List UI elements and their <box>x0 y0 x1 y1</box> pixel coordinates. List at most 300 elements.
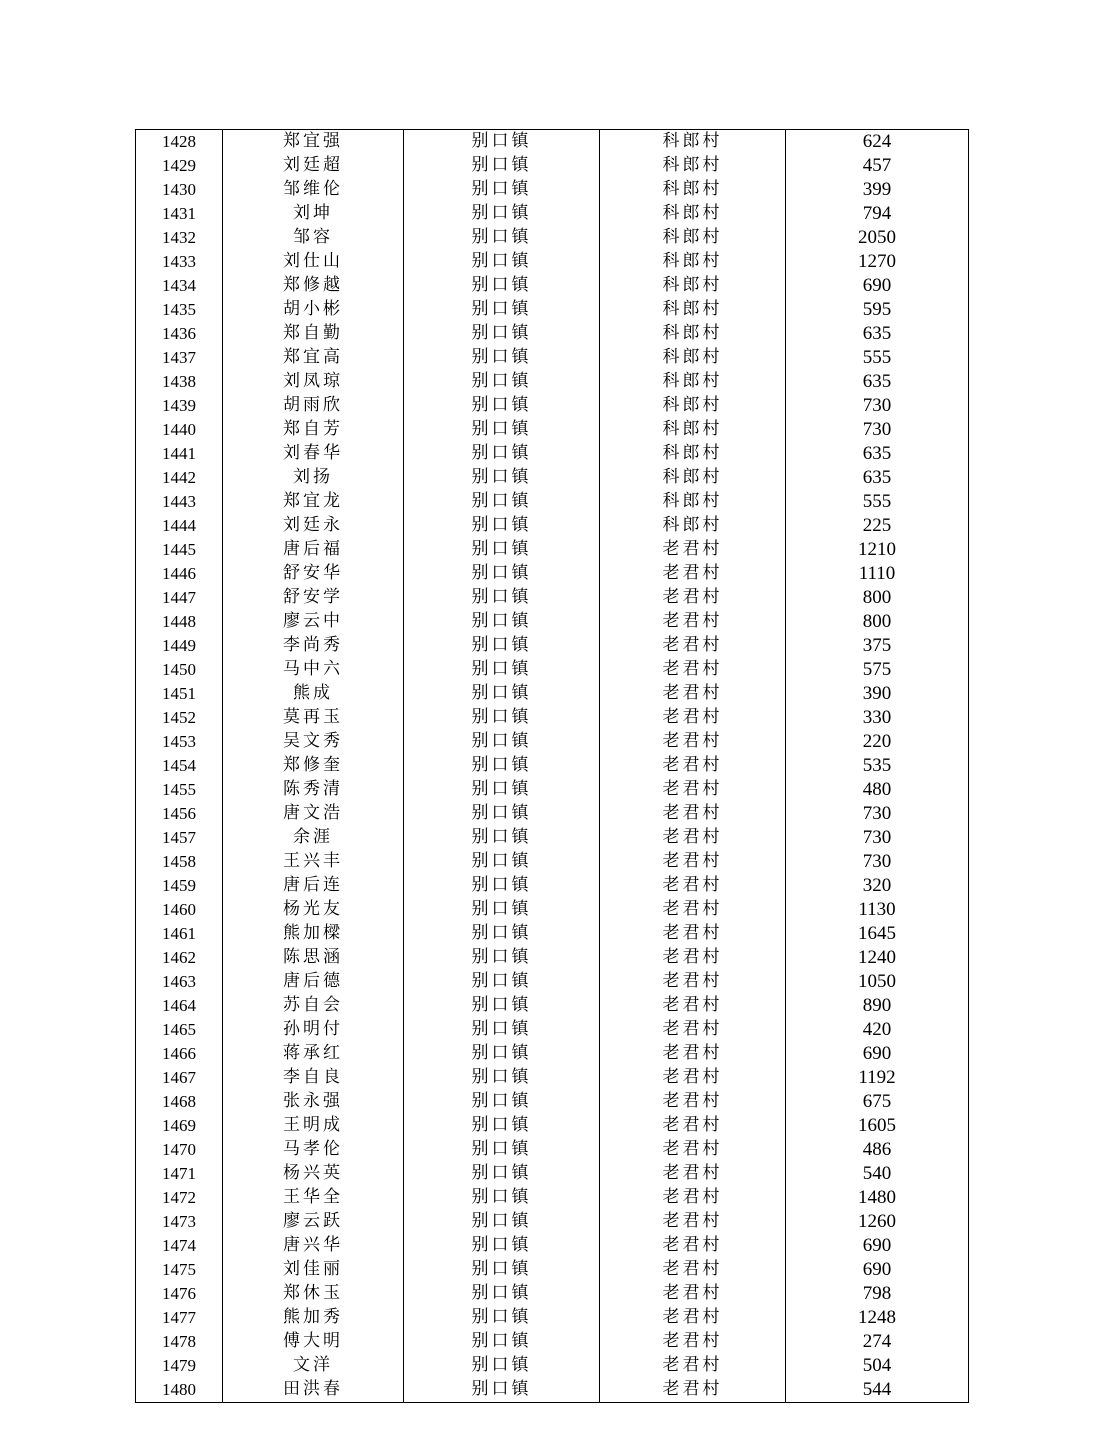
person-name-cell: 王明成 <box>223 1114 404 1138</box>
table-row <box>136 130 969 155</box>
row-number-cell: 1472 <box>136 1186 223 1210</box>
village-name-cell: 老君村 <box>600 586 786 610</box>
row-number-cell: 1469 <box>136 1114 223 1138</box>
village-name-cell: 老君村 <box>600 994 786 1018</box>
row-number-cell: 1463 <box>136 970 223 994</box>
town-name-cell: 别口镇 <box>404 394 600 418</box>
village-name-cell: 科郎村 <box>600 394 786 418</box>
amount-cell: 635 <box>786 370 969 394</box>
town-name-cell: 别口镇 <box>404 1138 600 1162</box>
town-name-cell: 别口镇 <box>404 634 600 658</box>
town-name-cell: 别口镇 <box>404 514 600 538</box>
person-name-cell: 郑修奎 <box>223 754 404 778</box>
amount-cell: 2050 <box>786 226 969 250</box>
amount-cell: 420 <box>786 1018 969 1042</box>
town-name-cell: 别口镇 <box>404 1042 600 1066</box>
amount-cell: 1240 <box>786 946 969 970</box>
table-row <box>136 706 969 730</box>
town-name-cell: 别口镇 <box>404 730 600 754</box>
amount-cell: 1110 <box>786 562 969 586</box>
village-name-cell: 科郎村 <box>600 514 786 538</box>
village-name-cell: 老君村 <box>600 754 786 778</box>
person-name-cell: 胡小彬 <box>223 298 404 322</box>
table-row <box>136 1114 969 1138</box>
village-name-cell: 老君村 <box>600 1210 786 1234</box>
village-name-cell: 科郎村 <box>600 298 786 322</box>
village-name-cell: 老君村 <box>600 1066 786 1090</box>
amount-cell: 480 <box>786 778 969 802</box>
person-name-cell: 郑宜强 <box>223 130 404 155</box>
town-name-cell: 别口镇 <box>404 1282 600 1306</box>
town-name-cell: 别口镇 <box>404 370 600 394</box>
table-row <box>136 850 969 874</box>
person-name-cell: 刘凤琼 <box>223 370 404 394</box>
village-name-cell: 科郎村 <box>600 202 786 226</box>
town-name-cell: 别口镇 <box>404 1330 600 1354</box>
town-name-cell: 别口镇 <box>404 658 600 682</box>
table-row <box>136 610 969 634</box>
row-number-cell: 1470 <box>136 1138 223 1162</box>
village-name-cell: 科郎村 <box>600 346 786 370</box>
row-number-cell: 1480 <box>136 1378 223 1403</box>
village-name-cell: 老君村 <box>600 1378 786 1403</box>
row-number-cell: 1447 <box>136 586 223 610</box>
person-name-cell: 余涯 <box>223 826 404 850</box>
row-number-cell: 1438 <box>136 370 223 394</box>
row-number-cell: 1455 <box>136 778 223 802</box>
table-body <box>136 130 969 1403</box>
amount-cell: 1645 <box>786 922 969 946</box>
row-number-cell: 1456 <box>136 802 223 826</box>
table-row <box>136 514 969 538</box>
person-name-cell: 胡雨欣 <box>223 394 404 418</box>
village-name-cell: 老君村 <box>600 946 786 970</box>
amount-cell: 1605 <box>786 1114 969 1138</box>
person-name-cell: 郑休玉 <box>223 1282 404 1306</box>
table-row <box>136 1210 969 1234</box>
town-name-cell: 别口镇 <box>404 202 600 226</box>
person-name-cell: 邹容 <box>223 226 404 250</box>
amount-cell: 399 <box>786 178 969 202</box>
person-name-cell: 吴文秀 <box>223 730 404 754</box>
table-row <box>136 1162 969 1186</box>
village-name-cell: 科郎村 <box>600 322 786 346</box>
town-name-cell: 别口镇 <box>404 850 600 874</box>
amount-cell: 575 <box>786 658 969 682</box>
table-row <box>136 778 969 802</box>
village-name-cell: 老君村 <box>600 1114 786 1138</box>
person-name-cell: 杨光友 <box>223 898 404 922</box>
person-name-cell: 刘佳丽 <box>223 1258 404 1282</box>
amount-cell: 274 <box>786 1330 969 1354</box>
table-row <box>136 178 969 202</box>
village-name-cell: 老君村 <box>600 778 786 802</box>
town-name-cell: 别口镇 <box>404 970 600 994</box>
village-name-cell: 老君村 <box>600 1138 786 1162</box>
table-row <box>136 586 969 610</box>
amount-cell: 1130 <box>786 898 969 922</box>
row-number-cell: 1466 <box>136 1042 223 1066</box>
town-name-cell: 别口镇 <box>404 1234 600 1258</box>
table-row <box>136 874 969 898</box>
town-name-cell: 别口镇 <box>404 130 600 155</box>
amount-cell: 225 <box>786 514 969 538</box>
town-name-cell: 别口镇 <box>404 922 600 946</box>
person-name-cell: 马中六 <box>223 658 404 682</box>
person-name-cell: 熊加秀 <box>223 1306 404 1330</box>
amount-cell: 690 <box>786 1234 969 1258</box>
town-name-cell: 别口镇 <box>404 682 600 706</box>
table-row <box>136 898 969 922</box>
village-name-cell: 老君村 <box>600 730 786 754</box>
person-name-cell: 傅大明 <box>223 1330 404 1354</box>
table-row <box>136 1186 969 1210</box>
village-name-cell: 科郎村 <box>600 490 786 514</box>
row-number-cell: 1454 <box>136 754 223 778</box>
subsidy-list-table <box>135 129 969 1403</box>
table-row <box>136 226 969 250</box>
person-name-cell: 郑修越 <box>223 274 404 298</box>
person-name-cell: 杨兴英 <box>223 1162 404 1186</box>
town-name-cell: 别口镇 <box>404 586 600 610</box>
amount-cell: 635 <box>786 466 969 490</box>
person-name-cell: 舒安华 <box>223 562 404 586</box>
row-number-cell: 1452 <box>136 706 223 730</box>
table-row <box>136 754 969 778</box>
amount-cell: 730 <box>786 802 969 826</box>
village-name-cell: 老君村 <box>600 610 786 634</box>
table-row <box>136 442 969 466</box>
row-number-cell: 1444 <box>136 514 223 538</box>
amount-cell: 390 <box>786 682 969 706</box>
town-name-cell: 别口镇 <box>404 1162 600 1186</box>
person-name-cell: 刘廷永 <box>223 514 404 538</box>
person-name-cell: 刘仕山 <box>223 250 404 274</box>
row-number-cell: 1446 <box>136 562 223 586</box>
amount-cell: 730 <box>786 394 969 418</box>
row-number-cell: 1473 <box>136 1210 223 1234</box>
table-row <box>136 1258 969 1282</box>
village-name-cell: 科郎村 <box>600 130 786 155</box>
row-number-cell: 1464 <box>136 994 223 1018</box>
table-row <box>136 634 969 658</box>
village-name-cell: 老君村 <box>600 826 786 850</box>
table-row <box>136 1378 969 1403</box>
town-name-cell: 别口镇 <box>404 754 600 778</box>
village-name-cell: 老君村 <box>600 1258 786 1282</box>
row-number-cell: 1436 <box>136 322 223 346</box>
village-name-cell: 老君村 <box>600 1306 786 1330</box>
village-name-cell: 老君村 <box>600 874 786 898</box>
amount-cell: 595 <box>786 298 969 322</box>
village-name-cell: 科郎村 <box>600 418 786 442</box>
village-name-cell: 科郎村 <box>600 466 786 490</box>
town-name-cell: 别口镇 <box>404 466 600 490</box>
amount-cell: 690 <box>786 1042 969 1066</box>
table-row <box>136 370 969 394</box>
row-number-cell: 1459 <box>136 874 223 898</box>
village-name-cell: 老君村 <box>600 802 786 826</box>
table-row <box>136 394 969 418</box>
row-number-cell: 1441 <box>136 442 223 466</box>
village-name-cell: 老君村 <box>600 970 786 994</box>
table-row <box>136 538 969 562</box>
person-name-cell: 廖云中 <box>223 610 404 634</box>
person-name-cell: 马孝伦 <box>223 1138 404 1162</box>
amount-cell: 1248 <box>786 1306 969 1330</box>
town-name-cell: 别口镇 <box>404 1354 600 1378</box>
row-number-cell: 1442 <box>136 466 223 490</box>
table-row <box>136 418 969 442</box>
row-number-cell: 1453 <box>136 730 223 754</box>
village-name-cell: 科郎村 <box>600 154 786 178</box>
row-number-cell: 1458 <box>136 850 223 874</box>
table-row <box>136 466 969 490</box>
town-name-cell: 别口镇 <box>404 1090 600 1114</box>
town-name-cell: 别口镇 <box>404 898 600 922</box>
table-row <box>136 490 969 514</box>
amount-cell: 635 <box>786 322 969 346</box>
town-name-cell: 别口镇 <box>404 490 600 514</box>
amount-cell: 320 <box>786 874 969 898</box>
person-name-cell: 刘扬 <box>223 466 404 490</box>
town-name-cell: 别口镇 <box>404 298 600 322</box>
person-name-cell: 苏自会 <box>223 994 404 1018</box>
table-row <box>136 298 969 322</box>
row-number-cell: 1440 <box>136 418 223 442</box>
table-row <box>136 1234 969 1258</box>
village-name-cell: 老君村 <box>600 1354 786 1378</box>
village-name-cell: 老君村 <box>600 1018 786 1042</box>
person-name-cell: 廖云跃 <box>223 1210 404 1234</box>
village-name-cell: 老君村 <box>600 658 786 682</box>
row-number-cell: 1429 <box>136 154 223 178</box>
amount-cell: 675 <box>786 1090 969 1114</box>
town-name-cell: 别口镇 <box>404 418 600 442</box>
table-row <box>136 1138 969 1162</box>
table-row <box>136 994 969 1018</box>
amount-cell: 1480 <box>786 1186 969 1210</box>
town-name-cell: 别口镇 <box>404 610 600 634</box>
village-name-cell: 科郎村 <box>600 442 786 466</box>
person-name-cell: 文洋 <box>223 1354 404 1378</box>
table-row <box>136 154 969 178</box>
person-name-cell: 郑宜高 <box>223 346 404 370</box>
amount-cell: 1210 <box>786 538 969 562</box>
row-number-cell: 1468 <box>136 1090 223 1114</box>
table-row <box>136 562 969 586</box>
village-name-cell: 老君村 <box>600 538 786 562</box>
village-name-cell: 老君村 <box>600 922 786 946</box>
row-number-cell: 1445 <box>136 538 223 562</box>
person-name-cell: 唐兴华 <box>223 1234 404 1258</box>
amount-cell: 890 <box>786 994 969 1018</box>
person-name-cell: 孙明付 <box>223 1018 404 1042</box>
person-name-cell: 陈思涵 <box>223 946 404 970</box>
town-name-cell: 别口镇 <box>404 538 600 562</box>
amount-cell: 555 <box>786 490 969 514</box>
person-name-cell: 唐后连 <box>223 874 404 898</box>
row-number-cell: 1477 <box>136 1306 223 1330</box>
village-name-cell: 科郎村 <box>600 274 786 298</box>
town-name-cell: 别口镇 <box>404 1306 600 1330</box>
row-number-cell: 1478 <box>136 1330 223 1354</box>
person-name-cell: 王兴丰 <box>223 850 404 874</box>
town-name-cell: 别口镇 <box>404 874 600 898</box>
person-name-cell: 熊成 <box>223 682 404 706</box>
person-name-cell: 郑宜龙 <box>223 490 404 514</box>
table-row <box>136 1042 969 1066</box>
table-row <box>136 1018 969 1042</box>
person-name-cell: 郑自芳 <box>223 418 404 442</box>
table-row <box>136 1090 969 1114</box>
row-number-cell: 1435 <box>136 298 223 322</box>
village-name-cell: 老君村 <box>600 1162 786 1186</box>
amount-cell: 635 <box>786 442 969 466</box>
person-name-cell: 张永强 <box>223 1090 404 1114</box>
village-name-cell: 老君村 <box>600 706 786 730</box>
village-name-cell: 老君村 <box>600 1330 786 1354</box>
row-number-cell: 1431 <box>136 202 223 226</box>
town-name-cell: 别口镇 <box>404 1210 600 1234</box>
row-number-cell: 1476 <box>136 1282 223 1306</box>
village-name-cell: 科郎村 <box>600 370 786 394</box>
amount-cell: 540 <box>786 1162 969 1186</box>
village-name-cell: 科郎村 <box>600 178 786 202</box>
person-name-cell: 李尚秀 <box>223 634 404 658</box>
row-number-cell: 1450 <box>136 658 223 682</box>
town-name-cell: 别口镇 <box>404 562 600 586</box>
amount-cell: 555 <box>786 346 969 370</box>
table-row <box>136 1282 969 1306</box>
amount-cell: 690 <box>786 1258 969 1282</box>
amount-cell: 220 <box>786 730 969 754</box>
village-name-cell: 老君村 <box>600 898 786 922</box>
table-row <box>136 1066 969 1090</box>
row-number-cell: 1430 <box>136 178 223 202</box>
table-row <box>136 730 969 754</box>
town-name-cell: 别口镇 <box>404 802 600 826</box>
person-name-cell: 邹维伦 <box>223 178 404 202</box>
row-number-cell: 1448 <box>136 610 223 634</box>
table-row <box>136 250 969 274</box>
person-name-cell: 郑自勤 <box>223 322 404 346</box>
row-number-cell: 1451 <box>136 682 223 706</box>
person-name-cell: 熊加樑 <box>223 922 404 946</box>
village-name-cell: 老君村 <box>600 1186 786 1210</box>
table-row <box>136 946 969 970</box>
table-row <box>136 802 969 826</box>
amount-cell: 1270 <box>786 250 969 274</box>
village-name-cell: 老君村 <box>600 850 786 874</box>
table-row <box>136 1330 969 1354</box>
table-row <box>136 658 969 682</box>
town-name-cell: 别口镇 <box>404 274 600 298</box>
amount-cell: 1260 <box>786 1210 969 1234</box>
amount-cell: 457 <box>786 154 969 178</box>
town-name-cell: 别口镇 <box>404 346 600 370</box>
table-row <box>136 274 969 298</box>
row-number-cell: 1432 <box>136 226 223 250</box>
village-name-cell: 老君村 <box>600 562 786 586</box>
town-name-cell: 别口镇 <box>404 1066 600 1090</box>
amount-cell: 800 <box>786 586 969 610</box>
table-row <box>136 322 969 346</box>
row-number-cell: 1433 <box>136 250 223 274</box>
amount-cell: 624 <box>786 130 969 155</box>
town-name-cell: 别口镇 <box>404 322 600 346</box>
town-name-cell: 别口镇 <box>404 1186 600 1210</box>
row-number-cell: 1467 <box>136 1066 223 1090</box>
town-name-cell: 别口镇 <box>404 1114 600 1138</box>
town-name-cell: 别口镇 <box>404 1018 600 1042</box>
row-number-cell: 1475 <box>136 1258 223 1282</box>
town-name-cell: 别口镇 <box>404 226 600 250</box>
person-name-cell: 田洪春 <box>223 1378 404 1403</box>
town-name-cell: 别口镇 <box>404 442 600 466</box>
row-number-cell: 1471 <box>136 1162 223 1186</box>
village-name-cell: 科郎村 <box>600 226 786 250</box>
amount-cell: 486 <box>786 1138 969 1162</box>
village-name-cell: 老君村 <box>600 1090 786 1114</box>
person-name-cell: 舒安学 <box>223 586 404 610</box>
amount-cell: 730 <box>786 850 969 874</box>
row-number-cell: 1479 <box>136 1354 223 1378</box>
person-name-cell: 刘坤 <box>223 202 404 226</box>
town-name-cell: 别口镇 <box>404 994 600 1018</box>
amount-cell: 690 <box>786 274 969 298</box>
row-number-cell: 1434 <box>136 274 223 298</box>
person-name-cell: 李自良 <box>223 1066 404 1090</box>
row-number-cell: 1457 <box>136 826 223 850</box>
table-row <box>136 202 969 226</box>
amount-cell: 375 <box>786 634 969 658</box>
amount-cell: 730 <box>786 826 969 850</box>
village-name-cell: 老君村 <box>600 682 786 706</box>
village-name-cell: 老君村 <box>600 1234 786 1258</box>
row-number-cell: 1462 <box>136 946 223 970</box>
row-number-cell: 1439 <box>136 394 223 418</box>
table-row <box>136 682 969 706</box>
person-name-cell: 莫再玉 <box>223 706 404 730</box>
table-row <box>136 1354 969 1378</box>
row-number-cell: 1449 <box>136 634 223 658</box>
row-number-cell: 1474 <box>136 1234 223 1258</box>
amount-cell: 794 <box>786 202 969 226</box>
person-name-cell: 唐后福 <box>223 538 404 562</box>
table-row <box>136 346 969 370</box>
amount-cell: 330 <box>786 706 969 730</box>
town-name-cell: 别口镇 <box>404 778 600 802</box>
village-name-cell: 老君村 <box>600 634 786 658</box>
person-name-cell: 唐文浩 <box>223 802 404 826</box>
amount-cell: 535 <box>786 754 969 778</box>
town-name-cell: 别口镇 <box>404 154 600 178</box>
table-row <box>136 1306 969 1330</box>
town-name-cell: 别口镇 <box>404 1378 600 1403</box>
table-row <box>136 970 969 994</box>
person-name-cell: 刘廷超 <box>223 154 404 178</box>
row-number-cell: 1465 <box>136 1018 223 1042</box>
town-name-cell: 别口镇 <box>404 250 600 274</box>
amount-cell: 798 <box>786 1282 969 1306</box>
person-name-cell: 唐后德 <box>223 970 404 994</box>
row-number-cell: 1437 <box>136 346 223 370</box>
table-row <box>136 922 969 946</box>
row-number-cell: 1443 <box>136 490 223 514</box>
amount-cell: 504 <box>786 1354 969 1378</box>
table-row <box>136 826 969 850</box>
